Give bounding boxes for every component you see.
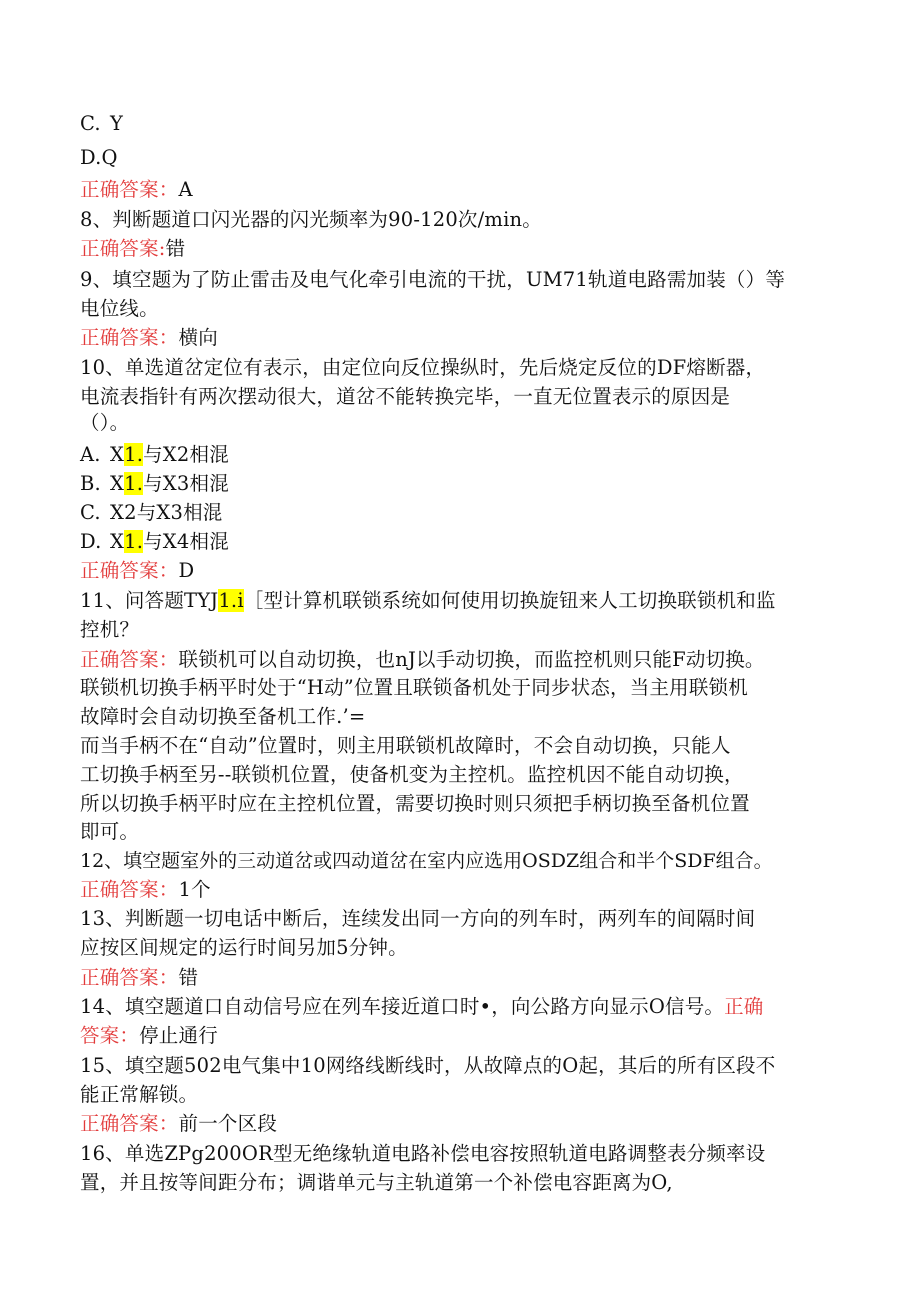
q10-option-b: B. X1.与X3相混	[80, 472, 229, 495]
q11-answer-line3: 故障时会自动切换至备机工作.’=	[80, 705, 366, 728]
q12-answer: 正确答案：1个	[80, 878, 211, 901]
q11-answer-line2: 联锁机切换手柄平时处于“H动”位置且联锁备机处于同步状态，当主用联锁机	[80, 676, 748, 699]
q13-question-line1: 13、判断题一切电话中断后，连续发出同一方向的列车时，两列车的间隔时间	[80, 907, 756, 930]
q11-answer-line6: 所以切换手柄平时应在主控机位置，需要切换时则只须把手柄切换至备机位置	[80, 792, 750, 815]
q10-answer: 正确答案：D	[80, 559, 195, 582]
highlight-mark: 1.	[124, 472, 144, 495]
q11-answer-line7: 即可。	[80, 820, 140, 843]
highlight-mark: 1.	[124, 530, 144, 553]
q15-answer: 正确答案：前一个区段	[80, 1112, 278, 1135]
q10-question-line1: 10、单选道岔定位有表示，由定位向反位操纵时，先后烧定反位的DF熔断器，	[80, 356, 766, 379]
q11-question-line2: 控机？	[80, 618, 140, 641]
q13-question-line2: 应按区间规定的运行时间另加5分钟。	[80, 936, 408, 959]
q7-option-d: D.Q	[80, 146, 118, 169]
q11-question-line1: 11、问答题TYJ1.i［型计算机联锁系统如何使用切换旋钮来人工切换联锁机和监	[80, 589, 776, 612]
q8-answer: 正确答案:错	[80, 237, 186, 260]
q9-question-line2: 电位线。	[80, 297, 159, 320]
q16-question-line2: 置，并且按等间距分布；调谐单元与主轨道第一个补偿电容距离为O,	[80, 1171, 673, 1194]
q15-question-line1: 15、填空题502电气集中10网络线断线时，从故障点的O起，其后的所有区段不	[80, 1054, 776, 1077]
q10-question-line2: 电流表指针有两次摆动很大，道岔不能转换完毕，一直无位置表示的原因是	[80, 385, 731, 408]
highlight-mark: 1.	[124, 443, 144, 466]
q13-answer: 正确答案：错	[80, 966, 199, 989]
q9-question-line1: 9、填空题为了防止雷击及电气化牵引电流的干扰，UM71轨道电路需加装（）等	[80, 268, 786, 291]
q12-question: 12、填空题室外的三动道岔或四动道岔在室内应选用OSDZ组合和半个SDF组合。	[80, 850, 773, 872]
q10-option-d: D. X1.与X4相混	[80, 530, 229, 553]
q14-answer: 答案：停止通行	[80, 1024, 218, 1047]
q9-answer: 正确答案：横向	[80, 326, 218, 349]
q15-question-line2: 能正常解锁。	[80, 1083, 199, 1106]
q16-question-line1: 16、单选ZPg200OR型无绝缘轨道电路补偿电容按照轨道电路调整表分频率设	[80, 1142, 766, 1165]
q14-question: 14、填空题道口自动信号应在列车接近道口时•，向公路方向显示O信号。正确	[80, 995, 764, 1018]
q10-option-a: A. X1.与X2相混	[80, 443, 229, 466]
q7-answer: 正确答案：A	[80, 178, 193, 201]
q7-option-c: C. Y	[80, 112, 124, 135]
q10-option-c: C. X2与X3相混	[80, 501, 223, 524]
q8-question: 8、判断题道口闪光器的闪光频率为90-120次/min。	[80, 208, 542, 231]
q10-question-line3: （）。	[80, 411, 130, 434]
q11-answer-line1: 正确答案：联锁机可以自动切换，也nJ以手动切换，而监控机则只能F动切换。	[80, 648, 765, 671]
q11-answer-line5: 工切换手柄至另--联锁机位置，使备机变为主控机。监控机因不能自动切换，	[80, 763, 744, 786]
highlight-mark: 1.i	[218, 589, 244, 612]
q11-answer-line4: 而当手柄不在“自动”位置时，则主用联锁机故障时，不会自动切换，只能人	[80, 734, 731, 757]
